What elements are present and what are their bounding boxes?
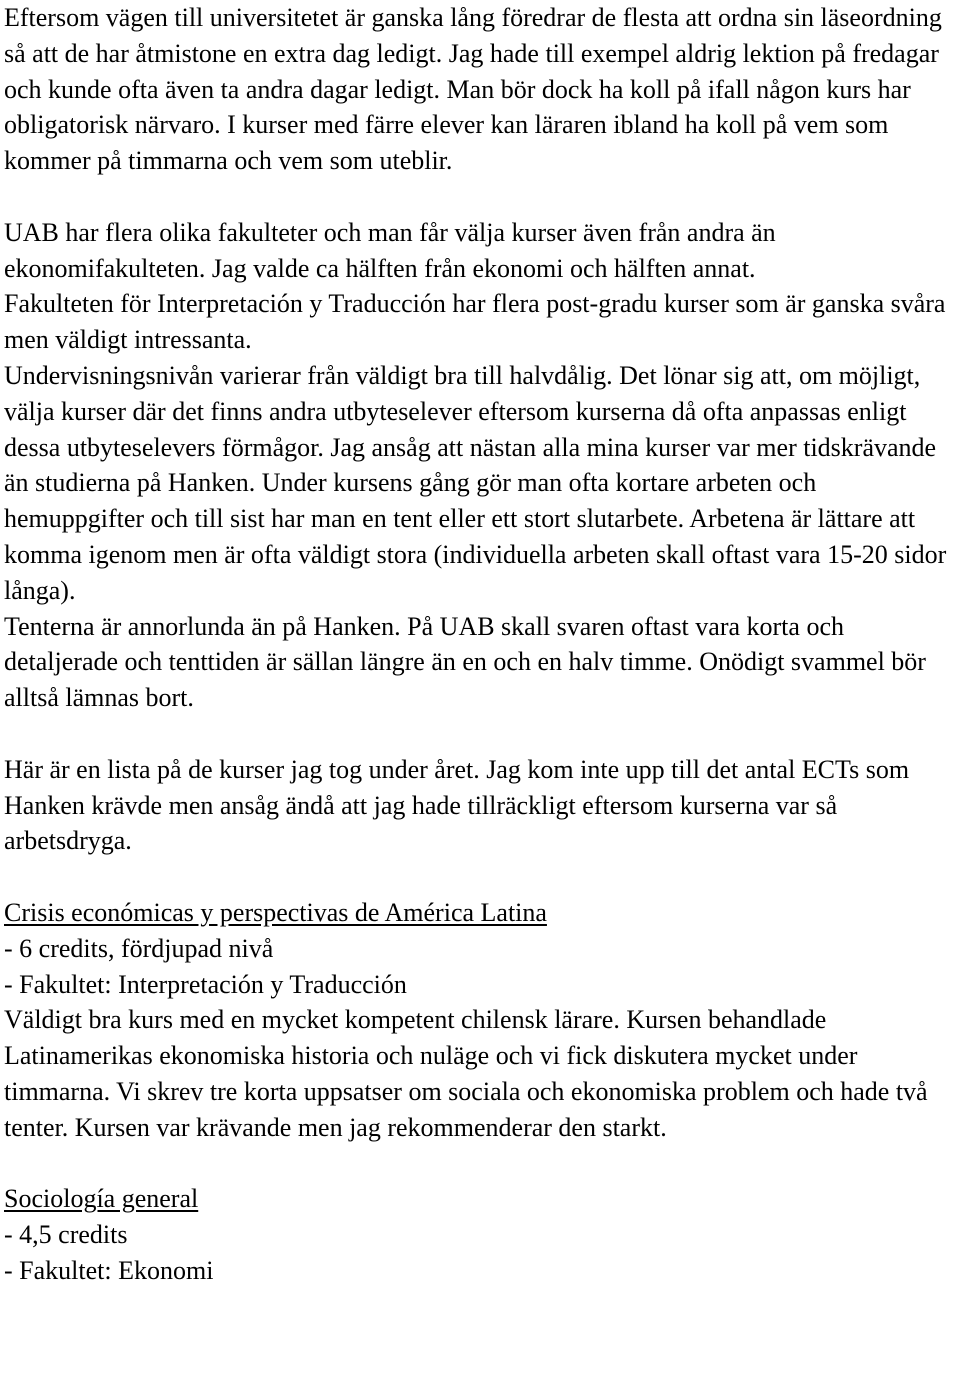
course-faculty: - Fakultet: Ekonomi bbox=[4, 1255, 214, 1285]
paragraph-course-list-intro: Här är en lista på de kurser jag tog under året. Jag kom inte upp till det antal ECTs som Hanken krävde men ansåg ändå att jag hade tillräckligt eftersom kurserna var så arbetsdryga. bbox=[4, 754, 910, 856]
paragraph-postgrad-courses: Fakulteten för Interpretación y Traducción har flera post-gradu kurser som är ganska svåra men väldigt intressanta. bbox=[4, 289, 946, 355]
paragraph-teaching-level: Undervisningsnivån varierar från väldigt bra till halvdålig. Det lönar sig att, om möjligt, välja kurser där det finns andra utbyteselever eftersom kurserna då ofta anpassas enligt dessa utbyteselevers förmågor. Jag ansåg att nästan alla mina kurser var mer tidskrävande än studierna på Hanken. Under kursens gång gör man ofta kortare arbeten och hemuppgifter och till sist har man en tent eller ett stort slutarbete. Arbetena är lättare att komma igenom men är ofta väldigt stora (individuella arbeten skall oftast vara 15-20 sidor långa). bbox=[4, 360, 947, 605]
paragraph-gap bbox=[4, 716, 956, 752]
course-faculty: - Fakultet: Interpretación y Traducción bbox=[4, 969, 407, 999]
paragraph-schedule: Eftersom vägen till universitetet är ganska lång föredrar de flesta att ordna sin läseordning så att de har åtmistone en extra dag ledigt. Jag hade till exempel aldrig lektion på fredagar och kunde ofta även ta andra dagar ledigt. Man bör dock ha koll på ifall någon kurs har obligatorisk närvaro. I kurser med färre elever kan läraren ibland ha koll på vem som kommer på timmarna och vem som uteblir. bbox=[4, 3, 942, 176]
course-entry bbox=[4, 1181, 956, 1288]
paragraph-gap bbox=[4, 859, 956, 895]
course-title: Crisis económicas y perspectivas de América Latina bbox=[4, 897, 547, 927]
course-title: Sociología general bbox=[4, 1184, 199, 1214]
paragraph-gap bbox=[4, 179, 956, 215]
course-entry bbox=[4, 895, 956, 1146]
paragraph-gap bbox=[4, 1146, 956, 1182]
paragraph-exams: Tenterna är annorlunda än på Hanken. På UAB skall svaren oftast vara korta och detaljerade och tenttiden är sällan längre än en och en halv timme. Onödigt svammel bör alltså lämnas bort. bbox=[4, 611, 926, 713]
course-credits: - 4,5 credits bbox=[4, 1220, 128, 1250]
course-credits: - 6 credits, fördjupad nivå bbox=[4, 933, 274, 963]
course-description: Väldigt bra kurs med en mycket kompetent chilensk lärare. Kursen behandlade Latinamerikas ekonomiska historia och nuläge och vi fick diskutera mycket under timmarna. Vi skrev tre korta uppsatser om sociala och ekonomiska problem och hade två tenter. Kursen var krävande men jag rekommenderar den starkt. bbox=[4, 1005, 928, 1142]
paragraph-faculties: UAB har flera olika fakulteter och man får välja kurser även från andra än ekonomifakulteten. Jag valde ca hälften från ekonomi och hälften annat. bbox=[4, 217, 776, 283]
